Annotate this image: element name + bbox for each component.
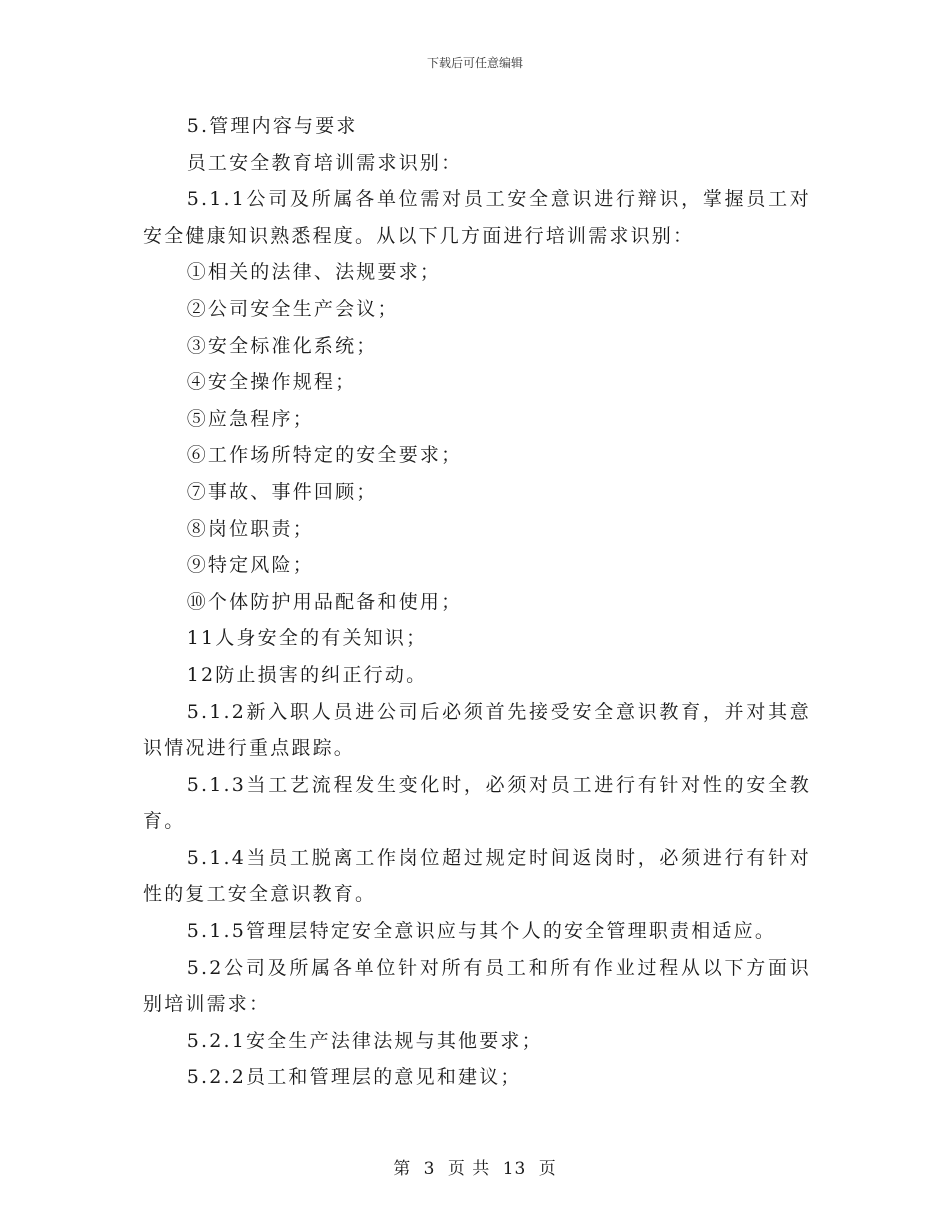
clause-5-1-3: 5.1.3当工艺流程发生变化时，必须对员工进行有针对性的安全教育。	[143, 773, 811, 833]
clause-5-2-2: 5.2.2员工和管理层的意见和建议；	[186, 1066, 522, 1089]
list-item: 12防止损害的纠正行动。	[186, 663, 428, 686]
list-item: ⑥工作场所特定的安全要求；	[186, 444, 463, 467]
list-item: ①相关的法律、法规要求；	[186, 261, 442, 284]
document-body	[143, 108, 811, 1096]
current-page-number: 3	[423, 1159, 436, 1179]
clause-5-2-1: 5.2.1安全生产法律法规与其他要求；	[186, 1029, 543, 1052]
clause-5-1-4: 5.1.4当员工脱离工作岗位超过规定时间返岗时，必须进行有针对性的复工安全意识教育。	[143, 846, 811, 906]
clause-5-2: 5.2公司及所属各单位针对所有员工和所有作业过程从以下方面识别培训需求：	[143, 956, 811, 1016]
section-heading: 5.管理内容与要求	[186, 115, 358, 137]
list-item: ⑤应急程序；	[186, 407, 314, 430]
list-item: ⑧岗位职责；	[186, 517, 314, 540]
footer-middle: 页 共	[447, 1159, 491, 1179]
list-item: ⑦事故、事件回顾；	[186, 480, 378, 503]
clause-5-1-5: 5.1.5管理层特定安全意识应与其个人的安全管理职责相适应。	[186, 920, 777, 943]
list-item: ③安全标准化系统；	[186, 334, 378, 357]
list-item: ②公司安全生产会议；	[186, 297, 399, 320]
list-item: ④安全操作规程；	[186, 371, 357, 394]
footer-suffix: 页	[538, 1159, 557, 1179]
subsection-title: 员工安全教育培训需求识别：	[186, 151, 463, 174]
list-item: ⑩个体防护用品配备和使用；	[186, 590, 463, 613]
total-pages-number: 13	[502, 1159, 527, 1179]
list-item: 11人身安全的有关知识；	[186, 627, 428, 650]
list-item: ⑨特定风险；	[186, 554, 314, 577]
clause-5-1-1: 5.1.1公司及所属各单位需对员工安全意识进行辩识，掌握员工对安全健康知识熟悉程度。从以下几方面进行培训需求识别：	[143, 188, 811, 247]
clause-5-1-2: 5.1.2新入职人员进公司后必须首先接受安全意识教育，并对其意识情况进行重点跟踪。	[143, 700, 811, 760]
footer-prefix: 第	[393, 1159, 412, 1179]
header-note: 下载后可任意编辑	[426, 56, 523, 70]
page-footer	[0, 1154, 950, 1179]
